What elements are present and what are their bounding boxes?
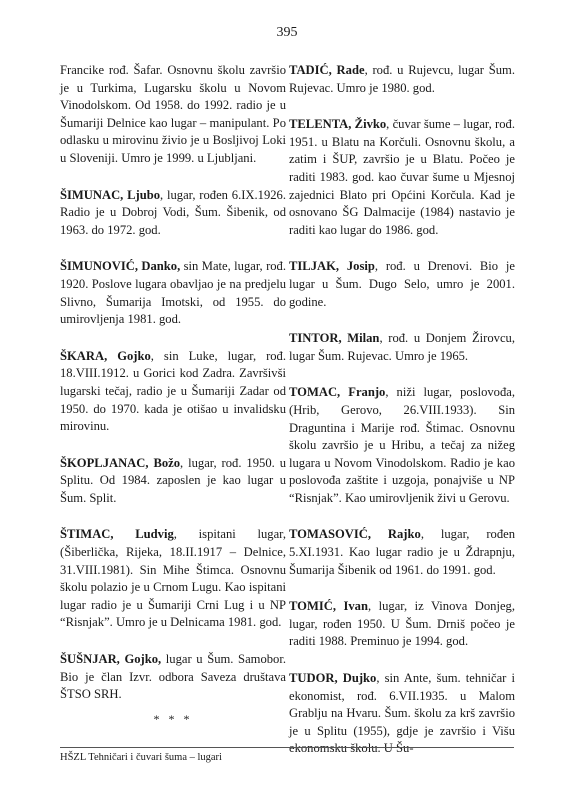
entry-tomic-ivan [289, 598, 515, 651]
entry-name: TOMASOVIĆ, Rajko [289, 527, 421, 542]
entry-tiljak-josip [289, 258, 515, 311]
section-end-mark: * * * [153, 711, 193, 726]
entry-text: , čuvar šume – lugar, rođ. 1951. u Blatu na Korčuli. Osnovnu školu, a zatim i ŠUP, završio je u Blatu. Počeo je raditi 1983. god. kao čuvar šume u Mjesnoj zajednici Blato pri Općini Korčula. Kad je osnovano ŠG Dalmacije (1984) nastavio je raditi kao lugar do 1986. god. [289, 117, 515, 237]
entry-text: , ispitani lugar, (Šiberlička, Rijeka, 18.II.1917 – Delnice, 31.VIII.1981). Sin Mihe Štimca. Osnovnu školu polazio je u Crnom Lugu. Kao ispitani lugar radio je u Šumariji Crni Lug i u NP “Risnjak”. Umro je u Delnicama 1981. god. [60, 527, 287, 630]
entry-name: TOMAC, Franjo [289, 385, 386, 400]
entry-susnjar-gojko [60, 651, 286, 704]
page-number: 395 [276, 25, 298, 40]
running-footer: HŠZL Tehničari i čuvari šuma – lugari [60, 752, 222, 763]
entry-simunac-ljubo [60, 187, 286, 240]
entry-text: , rođ. u Rujevcu, lugar Šum. Rujevac. Umro je 1980. god. [289, 63, 515, 95]
entry-text: , lugar, iz Vinova Donjeg, lugar, rođen 1950. U Šum. Drniš počeo je raditi 1988. Preminuo je 1994. god. [289, 599, 515, 649]
entry-name: TILJAK, Josip [289, 259, 375, 274]
entry-tomac-franjo [289, 384, 515, 507]
entry-text: , niži lugar, poslovođa, (Hrib, Gerovo, 26.VIII.1933). Sin Draguntina i Marije rođ. Štimac. Osnovnu školu završio je u Hribu, a tečaj za nižeg lugara u Novom Vinodolskom. Radio je kao poslovođa zaštite i uzgoja, ponajviše u NP “Risnjak”. Kao umirovljenik živi u Gerovu. [289, 385, 516, 505]
entry-name: ŠUŠNJAR, Gojko, [60, 652, 162, 667]
entry-tadic-rade [289, 62, 515, 97]
left-column [60, 62, 286, 727]
entry-continued [60, 62, 286, 168]
entry-text: lugar u Šum. Samobor. Bio je član Izvr. odbora Saveza društava ŠTSO SRH. [60, 652, 286, 702]
entry-text: , lugar, rođen 5.XI.1931. Kao lugar radio je u Ždrapnju, Šumarija Šibenik od 1961. do 1991. god. [289, 527, 516, 577]
entry-tomasovic-rajko [289, 526, 515, 579]
right-column [289, 62, 515, 777]
entry-tintor-milan [289, 330, 515, 365]
entry-text: , lugar, rođ. 1950. u Splitu. Od 1984. zaposlen je kao lugar u Šum. Split. [60, 455, 286, 505]
entry-name: ŠTIMAC, Ludvig [60, 527, 174, 542]
entry-name: ŠIMUNOVIĆ, Danko, [60, 259, 181, 274]
entry-name: ŠIMUNAC, Ljubo [60, 187, 161, 202]
entry-text: sin Mate, lugar, rođ. 1920. Poslove lugara obavljao je na predjelu Slivno, Šumarija Imotski, od 1955. do umirovljenja 1981. god. [60, 259, 286, 327]
entry-text: , sin Luke, lugar, rođ. 18.VIII.1912. u Gorici kod Zadra. Završivši lugarski tečaj, radio je u Šumariji Zadar od 1950. do 1970. kada je otišao u invalidsku mirovinu. [60, 348, 287, 434]
entry-text: , rođ. u Donjem Žirovcu, lugar Šum. Rujevac. Umro je 1965. [289, 331, 516, 363]
entry-tudor-dujko [289, 670, 515, 758]
entry-text: , rođ. u Drenovi. Bio je lugar u Šum. Dugo Selo, umro je 2001. godine. [289, 259, 516, 309]
entry-name: TELENTA, Živko [289, 117, 387, 132]
entry-name: ŠKOPLJANAC, Božo [60, 455, 181, 470]
entry-name: TADIĆ, Rade [289, 63, 365, 77]
entry-name: TINTOR, Milan [289, 331, 380, 346]
entry-stimac-ludvig [60, 526, 286, 632]
entry-telenta-zivko [289, 116, 515, 239]
entry-name: ŠKARA, Gojko [60, 348, 151, 363]
entry-name: TUDOR, Dujko [289, 671, 377, 686]
entry-name: TOMIĆ, Ivan [289, 599, 368, 614]
footer-divider [60, 747, 514, 748]
entry-skara-gojko [60, 348, 286, 436]
entry-text: , lugar, rođen 6.IX.1926. Radio je u Dobroj Vodi, Šum. Šibenik, od 1963. do 1972. god. [60, 187, 286, 237]
entry-skopljanac-bozo [60, 455, 286, 508]
entry-simunovic-danko [60, 258, 286, 328]
entry-text: Francike rođ. Šafar. Osnovnu školu završio je u Turkima, Lugarsku školu u Novom Vinodolskom. Od 1958. do 1992. radio je u Šumariji Delnice kao lugar – manipulant. Po odlasku u mirovinu živio je u Bosljivoj Loki u Sloveniji. Umro je 1999. u Ljubljani. [60, 63, 286, 165]
entry-text: , sin Ante, šum. tehničar i ekonomist, rođ. 6.VII.1935. u Malom Grablju na Hvaru. Šum. školu za krš završio je u Splitu (1955), gdje je završio i Višu ekonomsku školu. U Šu- [289, 671, 515, 756]
